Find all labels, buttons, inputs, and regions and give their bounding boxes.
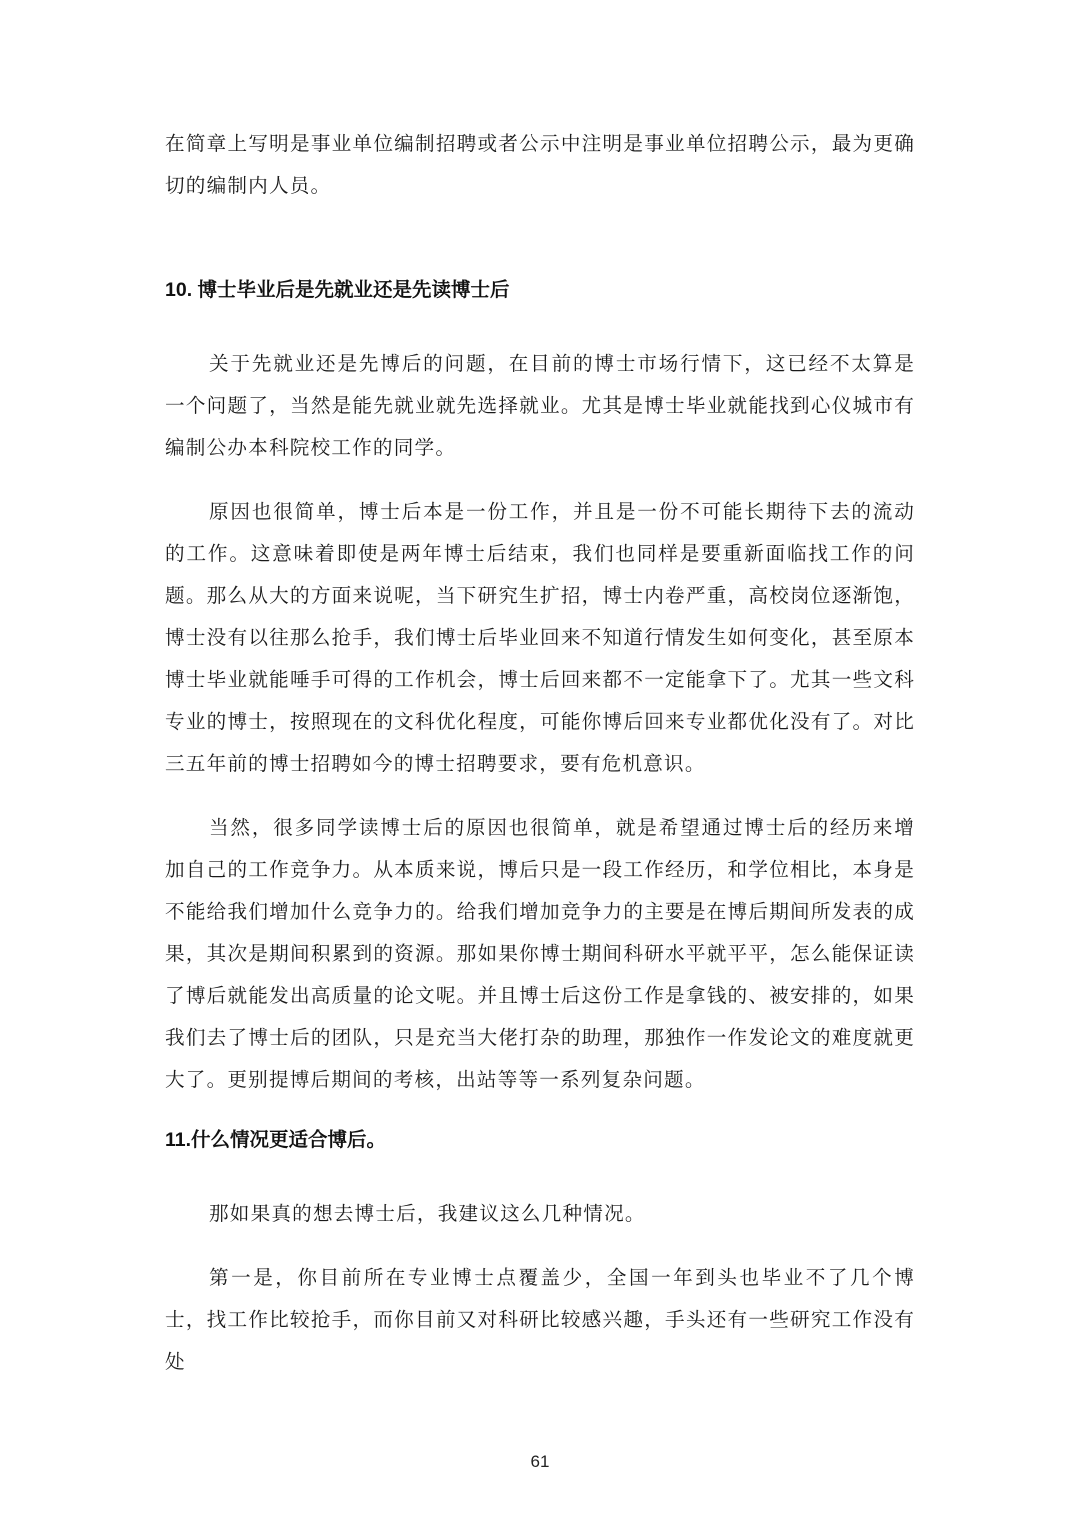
- continuation-paragraph: [165, 123, 915, 207]
- section-11-heading: 11.什么情况更适合博后。: [165, 1129, 387, 1151]
- section-10-body: [165, 343, 915, 1101]
- section-11-paragraph-1: 那如果真的想去博士后，我建议这么几种情况。: [209, 1202, 646, 1225]
- section-11-paragraph-2: 第一是，你目前所在专业博士点覆盖少，全国一年到头也毕业不了几个博士，找工作比较抢手，而你目前又对科研比较感兴趣，手头还有一些研究工作没有处: [165, 1266, 915, 1373]
- page-number: 61: [530, 1452, 550, 1471]
- section-10-paragraph-1: 关于先就业还是先博后的问题，在目前的博士市场行情下，这已经不太算是一个问题了，当然是能先就业就先选择就业。尤其是博士毕业就能找到心仪城市有编制公办本科院校工作的同学。: [165, 352, 915, 459]
- continuation-text: 在简章上写明是事业单位编制招聘或者公示中注明是事业单位招聘公示，最为更确切的编制内人员。: [165, 132, 915, 197]
- section-11-body: [165, 1193, 915, 1383]
- section-10-paragraph-3: 当然，很多同学读博士后的原因也很简单，就是希望通过博士后的经历来增加自己的工作竞争力。从本质来说，博后只是一段工作经历，和学位相比，本身是不能给我们增加什么竞争力的。给我们增加竞争力的主要是在博后期间所发表的成果，其次是期间积累到的资源。那如果你博士期间科研水平就平平，怎么能保证读了博后就能发出高质量的论文呢。并且博士后这份工作是拿钱的、被安排的，如果我们去了博士后的团队，只是充当大佬打杂的助理，那独作一作发论文的难度就更大了。更别提博后期间的考核，出站等等一系列复杂问题。: [165, 816, 915, 1091]
- section-10-paragraph-2: 原因也很简单，博士后本是一份工作，并且是一份不可能长期待下去的流动的工作。这意味着即使是两年博士后结束，我们也同样是要重新面临找工作的问题。那么从大的方面来说呢，当下研究生扩招，博士内卷严重，高校岗位逐渐饱，博士没有以往那么抢手，我们博士后毕业回来不知道行情发生如何变化，甚至原本博士毕业就能唾手可得的工作机会，博士后回来都不一定能拿下了。尤其一些文科专业的博士，按照现在的文科优化程度，可能你博后回来专业都优化没有了。对比三五年前的博士招聘如今的博士招聘要求，要有危机意识。: [165, 500, 915, 775]
- section-10-heading: 10. 博士毕业后是先就业还是先读博士后: [165, 279, 510, 301]
